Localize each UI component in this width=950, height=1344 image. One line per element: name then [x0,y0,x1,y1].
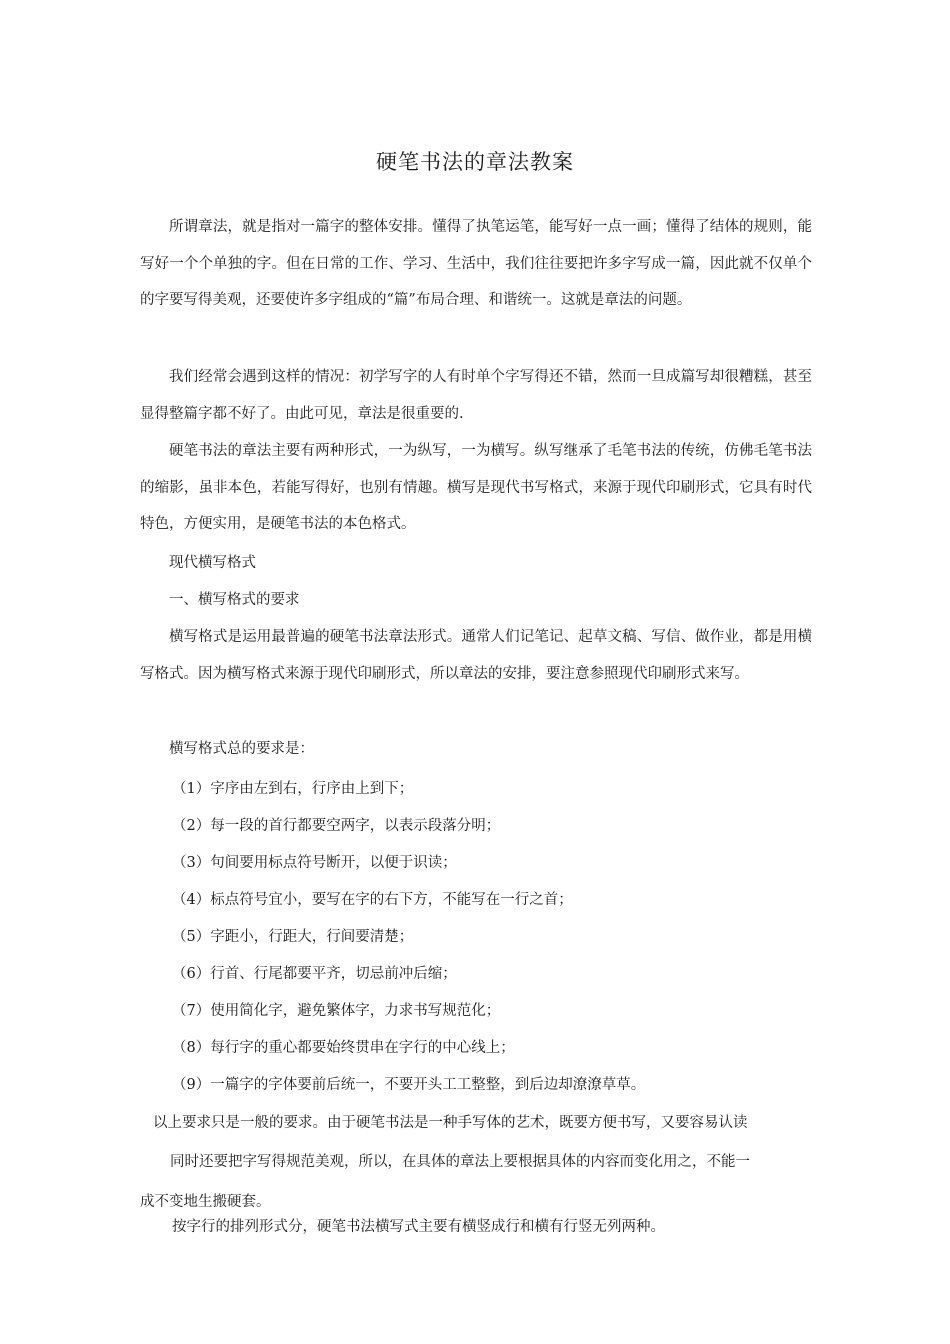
requirement-item: （1）字序由左到右，行序由上到下； [172,781,414,797]
requirement-item: （4）标点符号宜小，要写在字的右下方，不能写在一行之首； [172,892,573,908]
section-heading-requirements: 一、横写格式的要求 [169,592,300,608]
paragraph-general-requirements: 横写格式总的要求是： [169,741,314,757]
paragraph-situation: 我们经常会遇到这样的情况：初学写字的人有时单个字写得还不错，然而一旦成篇写却很糟糕，甚至显得整篇字都不好了。由此可见，章法是很重要的. [140,369,812,422]
paragraph-two-forms: 硬笔书法的章法主要有两种形式，一为纵写，一为横写。纵写继承了毛笔书法的传统，仿佛毛笔书法的缩影，虽非本色，若能写得好，也别有情趣。横写是现代书写格式，来源于现代印刷形式，它具有时代特色，方便实用，是硬笔书法的本色格式。 [140,443,812,532]
requirement-item: （7）使用简化字，避免繁体字，力求书写规范化； [172,1003,501,1019]
requirement-item: （6）行首、行尾都要平齐，切忌前冲后缩； [172,966,457,982]
closing-line: 成不变地生搬硬套。 [140,1194,271,1210]
requirement-item: （8）每行字的重心都要始终贯串在字行的中心线上； [172,1040,515,1056]
section-heading-modern: 现代横写格式 [169,555,256,571]
closing-line: 以上要求只是一般的要求。由于硬笔书法是一种手写体的艺术，既要方便书写，又要容易认读 [153,1115,748,1131]
document-title: 硬笔书法的章法教案 [376,150,574,174]
closing-line: 按字行的排列形式分，硬笔书法横写式主要有横竖成行和横有行竖无列两种。 [172,1219,665,1235]
requirement-item: （5）字距小，行距大，行间要清楚； [172,929,414,945]
requirement-item: （3）句间要用标点符号断开，以便于识读； [172,855,457,871]
closing-line: 同时还要把字写得规范美观，所以，在具体的章法上要根据具体的内容而变化用之，不能一 [170,1154,750,1170]
requirement-item: （9）一篇字的字体要前后统一，不要开头工工整整，到后边却潦潦草草。 [172,1077,646,1093]
paragraph-intro: 所谓章法，就是指对一篇字的整体安排。懂得了执笔运笔，能写好一点一画；懂得了结体的规则，能写好一个个单独的字。但在日常的工作、学习、生活中，我们往往要把许多字写成一篇，因此就不仅单个的字要写得美观，还要使许多字组成的“篇”布局合理、和谐统一。这就是章法的问题。 [140,219,812,308]
paragraph-horizontal-format: 横写格式是运用最普遍的硬笔书法章法形式。通常人们记笔记、起草文稿、写信、做作业，都是用横写格式。因为横写格式来源于现代印刷形式，所以章法的安排，要注意参照现代印刷形式来写。 [140,629,812,682]
requirement-item: （2）每一段的首行都要空两字，以表示段落分明； [172,818,501,834]
